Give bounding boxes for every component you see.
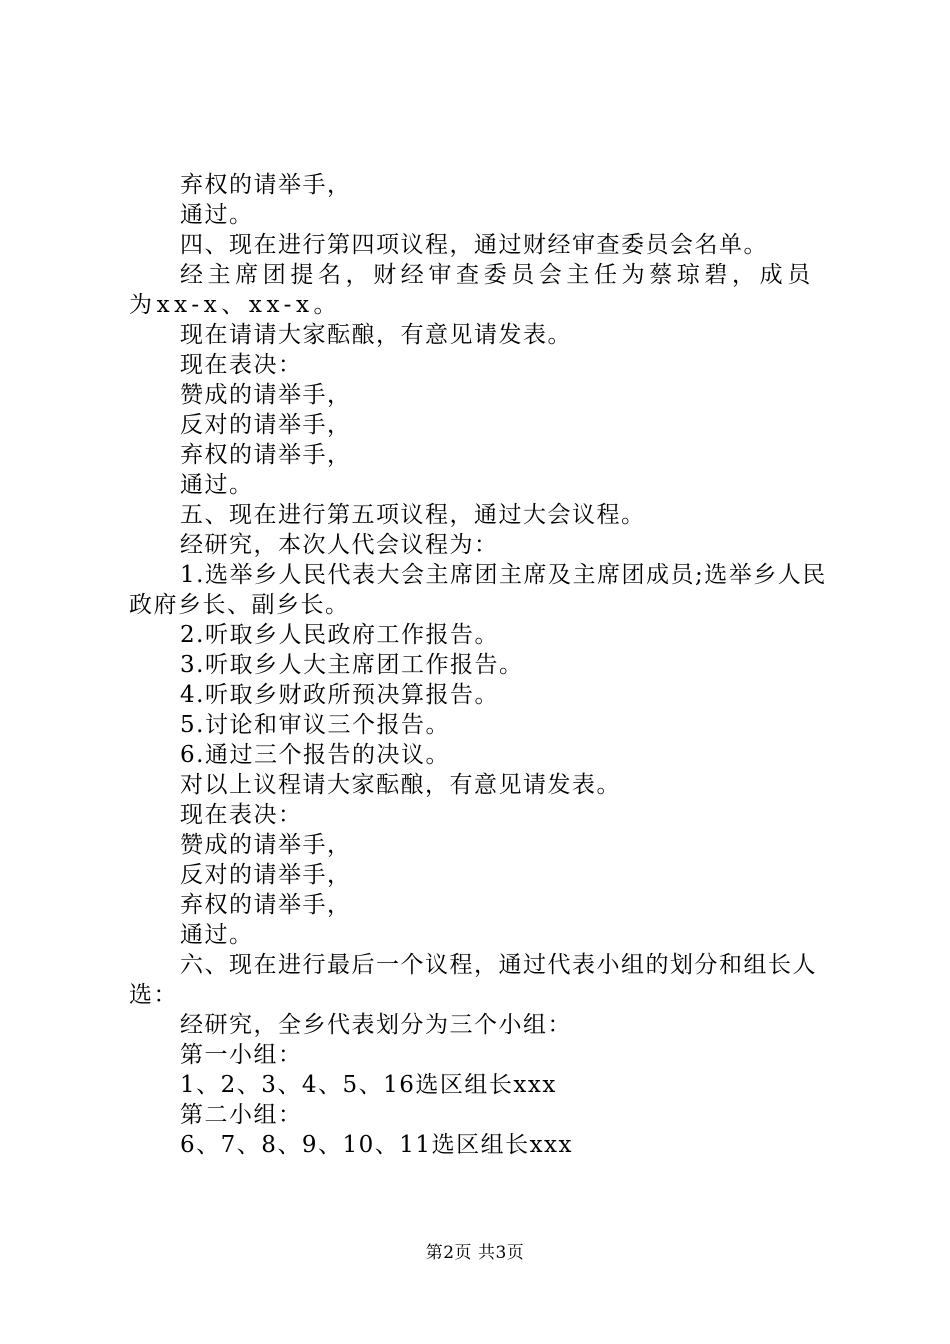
paragraph-7: 赞成的请举手， [180, 382, 352, 408]
paragraph-24: 通过。 [180, 922, 254, 948]
paragraph-22: 反对的请举手， [180, 862, 352, 888]
paragraph-5: 现在请请大家酝酿，有意见请发表。 [180, 322, 572, 348]
paragraph-30: 6、7、8、9、10、11选区组长xxx [180, 1132, 573, 1158]
paragraph-17: 5.讨论和审议三个报告。 [180, 712, 450, 738]
paragraph-10: 通过。 [180, 472, 254, 498]
paragraph-16: 4.听取乡财政所预决算报告。 [180, 682, 499, 708]
paragraph-23: 弃权的请举手， [180, 892, 352, 918]
page-number-label: 第2页 共3页 [425, 1243, 525, 1263]
paragraph-26: 经研究，全乡代表划分为三个小组： [180, 1012, 572, 1038]
paragraph-12: 经研究，本次人代会议程为： [180, 532, 499, 558]
paragraph-15: 3.听取乡人大主席团工作报告。 [180, 652, 524, 678]
paragraph-2: 通过。 [180, 202, 254, 228]
paragraph-20: 现在表决： [180, 802, 303, 828]
paragraph-21: 赞成的请举手， [180, 832, 352, 858]
paragraph-29: 第二小组： [180, 1102, 303, 1128]
paragraph-27: 第一小组： [180, 1042, 303, 1068]
paragraph-14: 2.听取乡人民政府工作报告。 [180, 622, 499, 648]
page-footer [0, 1242, 950, 1264]
paragraph-9: 弃权的请举手， [180, 442, 352, 468]
paragraph-11: 五、现在进行第五项议程，通过大会议程。 [180, 502, 646, 528]
paragraph-28: 1、2、3、4、5、16选区组长xxx [180, 1072, 557, 1098]
paragraph-19: 对以上议程请大家酝酿，有意见请发表。 [180, 772, 621, 798]
paragraph-1: 弃权的请举手， [180, 172, 352, 198]
paragraph-8: 反对的请举手， [180, 412, 352, 438]
paragraph-13: 1.选举乡人民代表大会主席团主席及主席团成员;选举乡人民政府乡长、副乡长。 [129, 562, 827, 618]
paragraph-6: 现在表决： [180, 352, 303, 378]
paragraph-18: 6.通过三个报告的决议。 [180, 742, 450, 768]
paragraph-3: 四、现在进行第四项议程，通过财经审查委员会名单。 [180, 232, 768, 258]
paragraph-4: 经主席团提名，财经审查委员会主任为蔡琼碧，成员为xx-x、xx-x。 [129, 262, 815, 318]
document-body [129, 170, 834, 1160]
paragraph-25: 六、现在进行最后一个议程，通过代表小组的划分和组长人选： [129, 952, 817, 1008]
